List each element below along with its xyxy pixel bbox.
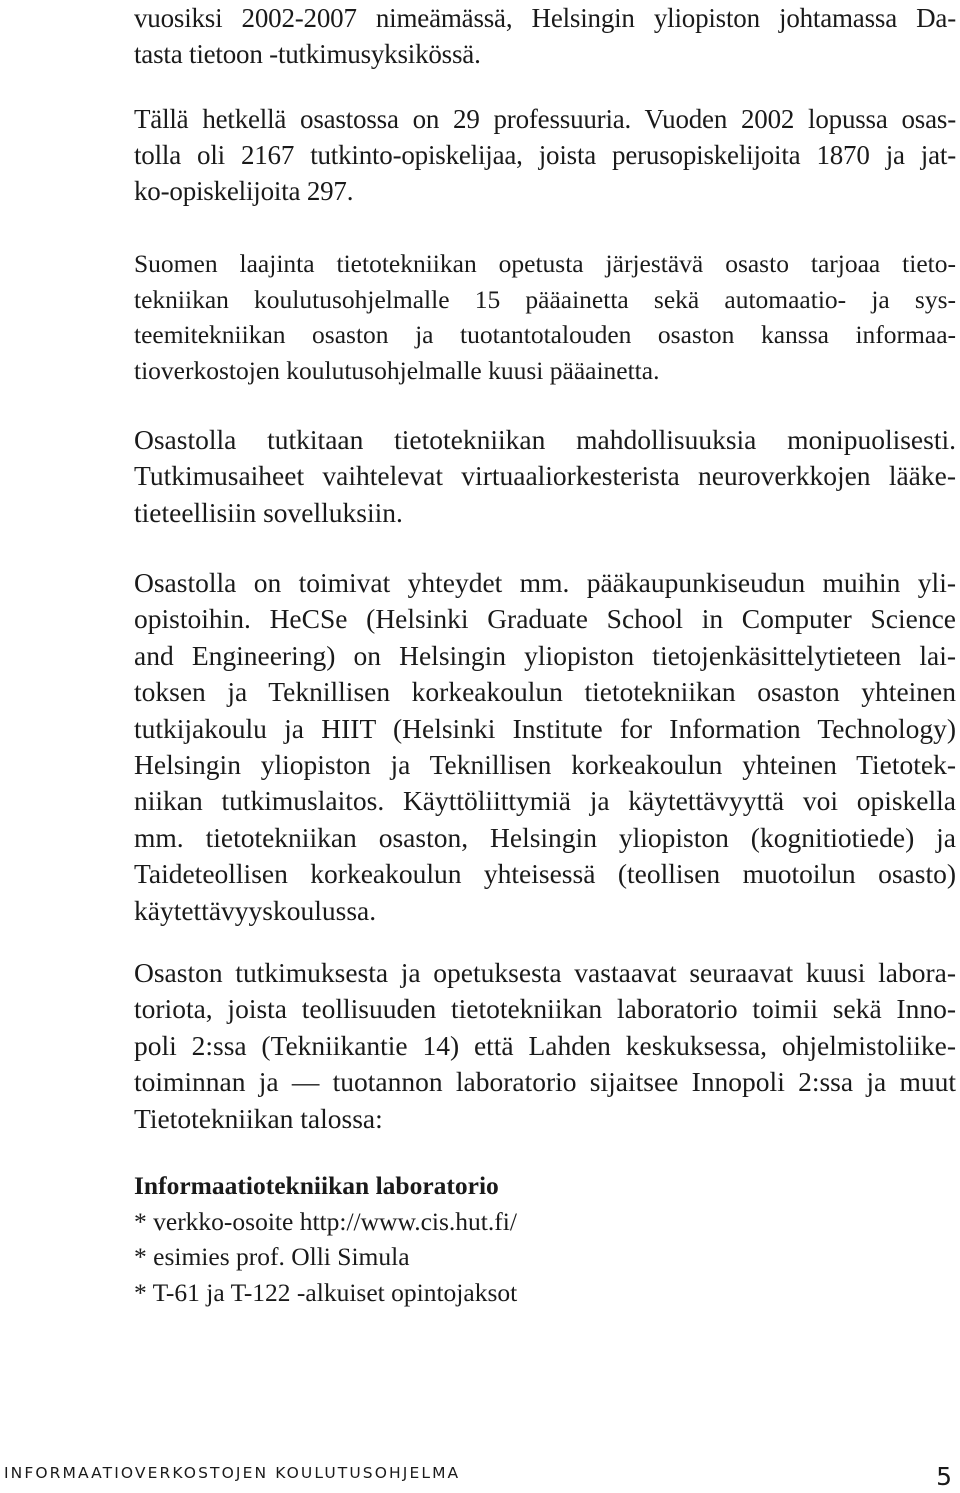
text-line: and Engineering) on Helsingin yliopiston tietojenkäsittelytieteen lai-	[134, 639, 956, 671]
text-line: teemitekniikan osaston ja tuotantotalouden osaston kanssa informaa-	[134, 320, 956, 350]
text-line: opistoihin. HeCSe (Helsinki Graduate School in Computer Science	[134, 603, 956, 635]
text-line: Taideteollisen korkeakoulun yhteisessä (teollisen muotoilun osasto)	[134, 858, 956, 890]
paragraph-3	[134, 246, 956, 388]
lab-section	[134, 1168, 956, 1310]
paragraph-4	[134, 422, 956, 531]
lab-item: * T-61 ja T-122 -alkuiset opintojaksot	[134, 1277, 518, 1307]
text-line: mm. tietotekniikan osaston, Helsingin yliopiston (kognitiotiede) ja	[134, 821, 956, 853]
page-number: 5	[936, 1462, 952, 1491]
paragraph-6	[134, 955, 956, 1137]
text-line: Helsingin yliopiston ja Teknillisen korkeakoulun yhteinen Tietotek-	[134, 749, 956, 781]
text-line: toriota, joista teollisuuden tietotekniikan laboratorio toimii sekä Inno-	[134, 993, 956, 1025]
text-line: tekniikan koulutusohjelmalle 15 pääainetta sekä automaatio- ja sys-	[134, 284, 956, 314]
text-line: niikan tutkimuslaitos. Käyttöliittymiä ja käytettävyyttä voi opiskella	[134, 785, 956, 817]
text-line: tioverkostojen koulutusohjelmalle kuusi pääainetta.	[134, 355, 660, 385]
text-line: tutkijakoulu ja HIIT (Helsinki Institute for Information Technology)	[134, 712, 956, 744]
text-line: ko-opiskelijoita 297.	[134, 176, 354, 207]
paragraph-2	[134, 101, 956, 210]
text-line: Osastolla on toimivat yhteydet mm. pääkaupunkiseudun muihin yli-	[134, 567, 956, 598]
text-line: vuosiksi 2002-2007 nimeämässä, Helsingin yliopiston johtamassa Da-	[134, 3, 956, 33]
text-line: Tietotekniikan talossa:	[134, 1102, 383, 1134]
lab-heading: Informaatiotekniikan laboratorio	[134, 1171, 499, 1200]
text-line: Osastolla tutkitaan tietotekniikan mahdollisuuksia monipuolisesti.	[134, 424, 956, 455]
text-line: käytettävyyskoulussa.	[134, 894, 377, 926]
text-line: Osaston tutkimuksesta ja opetuksesta vastaavat seuraavat kuusi labora-	[134, 957, 956, 988]
text-line: tasta tietoon -tutkimusyksikössä.	[134, 39, 481, 70]
paragraph-5	[134, 565, 956, 929]
text-line: Tällä hetkellä osastossa on 29 professuuria. Vuoden 2002 lopussa osas-	[134, 104, 956, 134]
text-line: toiminnan ja — tuotannon laboratorio sijaitsee Innopoli 2:ssa ja muut	[134, 1066, 956, 1098]
lab-item: * esimies prof. Olli Simula	[134, 1242, 410, 1272]
text-line: tieteellisiin sovelluksiin.	[134, 496, 403, 528]
text-line: Suomen laajinta tietotekniikan opetusta järjestävä osasto tarjoaa tieto-	[134, 249, 956, 278]
text-line: poli 2:ssa (Tekniikantie 14) että Lahden keskuksessa, ohjelmistoliike-	[134, 1029, 956, 1061]
text-line: tolla oli 2167 tutkinto-opiskelijaa, joista perusopiskelijoita 1870 ja jat-	[134, 140, 956, 171]
lab-item: * verkko-osoite http://www.cis.hut.fi/	[134, 1206, 517, 1236]
text-line: toksen ja Teknillisen korkeakoulun tietotekniikan osaston yhteinen	[134, 676, 956, 708]
footer-label: INFORMAATIOVERKOSTOJEN KOULUTUSOHJELMA	[4, 1464, 461, 1482]
text-line: Tutkimusaiheet vaihtelevat virtuaaliorkesterista neuroverkkojen lääke-	[134, 460, 956, 492]
paragraph-1	[134, 0, 956, 72]
